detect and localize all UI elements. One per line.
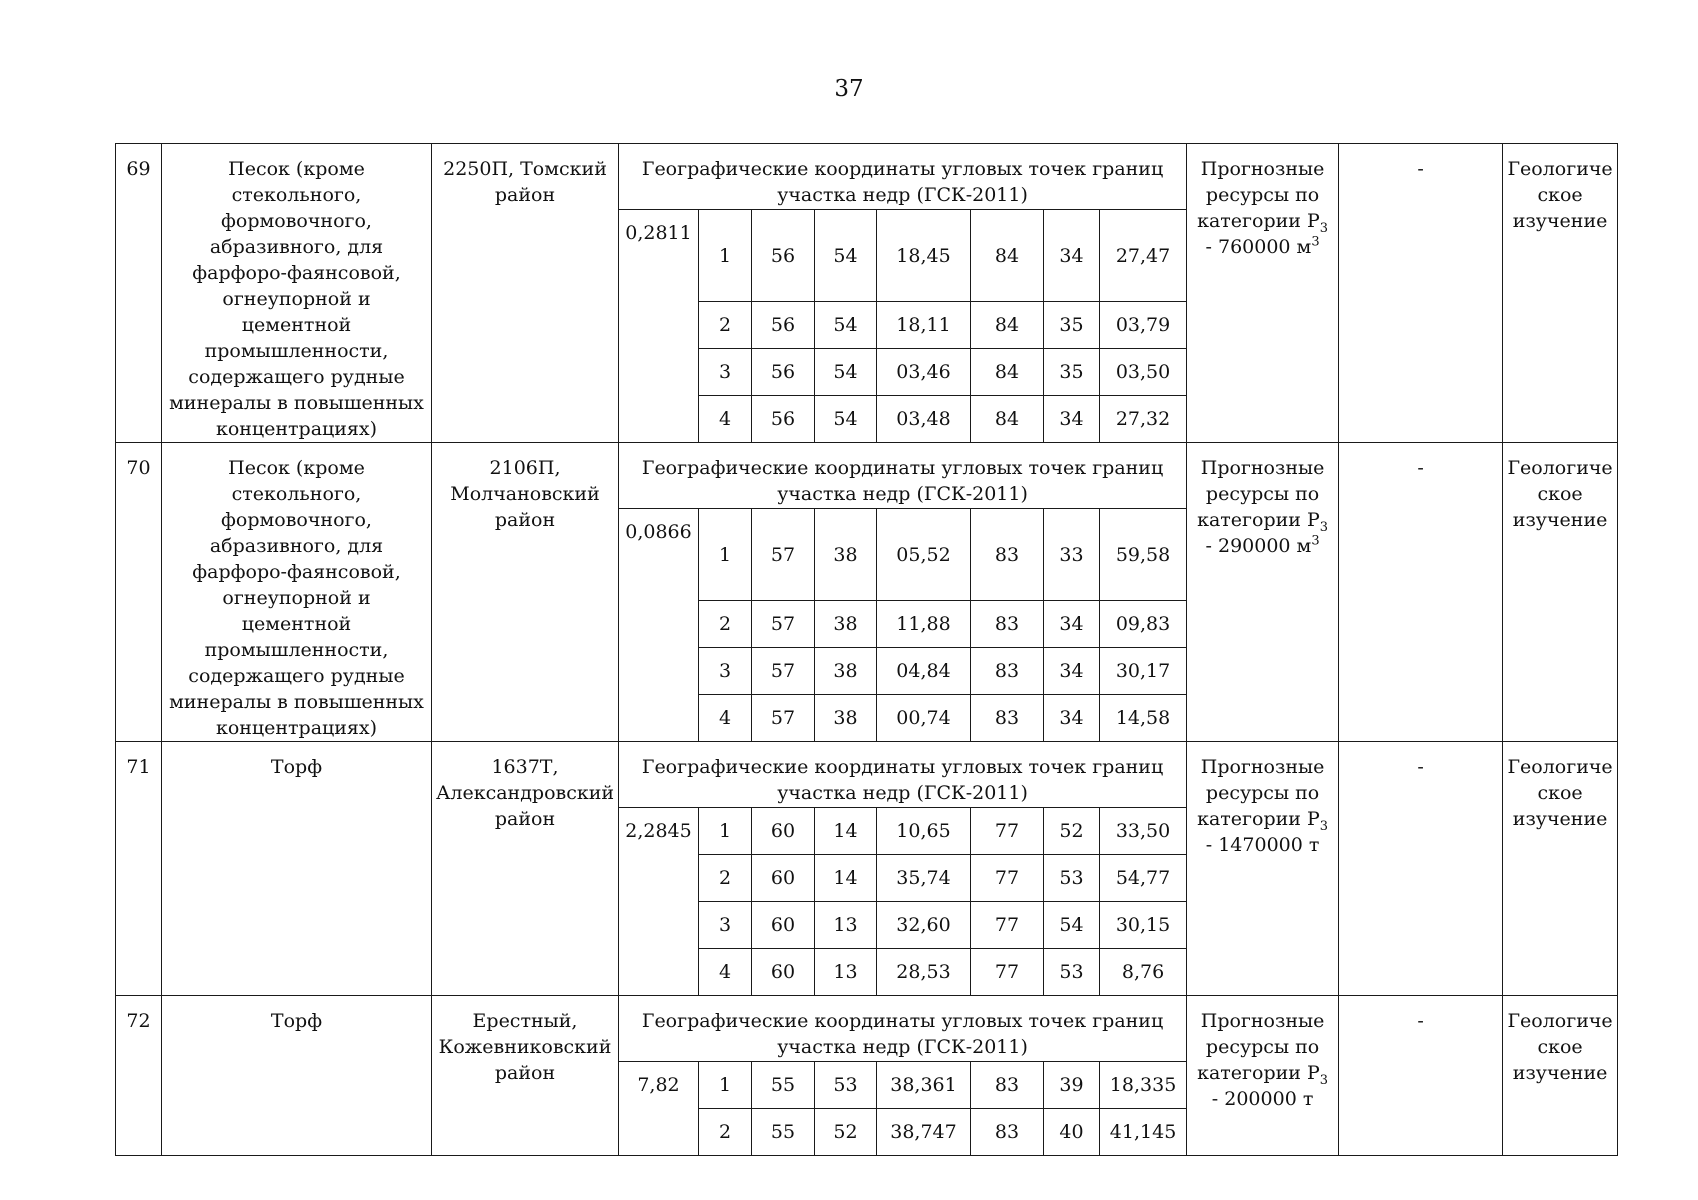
resources-text: Прогнозные ресурсы по категории Р [1197,756,1325,830]
lon-seconds: 03,50 [1100,349,1187,396]
row-number: 72 [116,996,162,1156]
lon-minutes: 34 [1044,695,1100,742]
lat-degrees: 60 [752,808,815,855]
resources-text: Прогнозные ресурсы по категории Р [1197,1010,1325,1084]
usage-purpose: Геологиче ское изучение [1503,996,1618,1156]
site-name: 2250П, Томский район [432,144,619,443]
lon-degrees: 84 [971,349,1044,396]
lon-seconds: 41,145 [1100,1109,1187,1156]
coordinates-header: Географические координаты угловых точек границ участка недр (ГСК-2011) [619,144,1187,210]
usage-purpose: Геологиче ское изучение [1503,742,1618,996]
lon-minutes: 33 [1044,509,1100,601]
lon-seconds: 27,47 [1100,210,1187,302]
resources-unit-power: 3 [1311,234,1320,250]
forecast-resources [1187,443,1339,742]
lon-degrees: 83 [971,509,1044,601]
lon-minutes: 34 [1044,210,1100,302]
site-area: 0,2811 [619,210,699,443]
lat-seconds: 11,88 [877,601,971,648]
lat-seconds: 28,53 [877,949,971,996]
lon-seconds: 18,335 [1100,1062,1187,1109]
lat-seconds: 35,74 [877,855,971,902]
usage-purpose: Геологиче ское изучение [1503,144,1618,443]
lon-degrees: 84 [971,396,1044,443]
lon-degrees: 77 [971,949,1044,996]
lon-minutes: 39 [1044,1062,1100,1109]
point-number: 4 [699,695,752,742]
lon-minutes: 35 [1044,302,1100,349]
lat-minutes: 54 [815,349,877,396]
table-row [116,443,1618,509]
site-area: 2,2845 [619,808,699,996]
lon-seconds: 27,32 [1100,396,1187,443]
lat-degrees: 55 [752,1062,815,1109]
lat-seconds: 38,361 [877,1062,971,1109]
site-area: 0,0866 [619,509,699,742]
lat-degrees: 57 [752,648,815,695]
license-info: - [1339,742,1503,996]
lon-degrees: 83 [971,1062,1044,1109]
resources-unit-power: 3 [1311,533,1320,549]
row-number: 69 [116,144,162,443]
table-body [116,144,1618,1156]
point-number: 2 [699,302,752,349]
lon-minutes: 34 [1044,601,1100,648]
lon-degrees: 83 [971,695,1044,742]
lon-minutes: 53 [1044,855,1100,902]
lat-seconds: 04,84 [877,648,971,695]
lat-degrees: 56 [752,302,815,349]
point-number: 1 [699,509,752,601]
site-name: Ерестный, Кожевниковский район [432,996,619,1156]
lat-seconds: 18,45 [877,210,971,302]
lon-degrees: 77 [971,808,1044,855]
point-number: 1 [699,210,752,302]
point-number: 2 [699,1109,752,1156]
lat-minutes: 52 [815,1109,877,1156]
resources-category-index: 3 [1319,1072,1329,1088]
lon-seconds: 54,77 [1100,855,1187,902]
resources-value: - 290000 м [1205,535,1312,557]
lon-seconds: 30,15 [1100,902,1187,949]
site-area: 7,82 [619,1062,699,1156]
lon-degrees: 77 [971,855,1044,902]
row-number: 71 [116,742,162,996]
mineral-type: Торф [162,996,432,1156]
mineral-type: Песок (кроме стекольного, формовочного, абразивного, для фарфоро-фаянсовой, огнеупорной и цементной промышленности, содержащего рудные минералы в повышенных концентрациях) [162,443,432,742]
license-info: - [1339,443,1503,742]
lat-minutes: 13 [815,902,877,949]
lon-degrees: 83 [971,1109,1044,1156]
lat-seconds: 18,11 [877,302,971,349]
lat-minutes: 54 [815,302,877,349]
resources-value: - 760000 м [1205,236,1312,258]
resources-value: - 200000 т [1211,1088,1314,1110]
coordinates-header: Географические координаты угловых точек границ участка недр (ГСК-2011) [619,443,1187,509]
resources-value: - 1470000 т [1205,834,1320,856]
lat-degrees: 60 [752,855,815,902]
point-number: 2 [699,855,752,902]
point-number: 3 [699,902,752,949]
lat-degrees: 57 [752,695,815,742]
lat-degrees: 55 [752,1109,815,1156]
lat-minutes: 14 [815,808,877,855]
table-row [116,742,1618,808]
resources-category-index: 3 [1319,220,1329,236]
coordinates-header: Географические координаты угловых точек границ участка недр (ГСК-2011) [619,996,1187,1062]
lon-degrees: 77 [971,902,1044,949]
lat-minutes: 38 [815,601,877,648]
resources-text: Прогнозные ресурсы по категории Р [1197,158,1325,232]
point-number: 1 [699,808,752,855]
lat-minutes: 38 [815,509,877,601]
row-number: 70 [116,443,162,742]
lon-degrees: 84 [971,302,1044,349]
lat-degrees: 60 [752,949,815,996]
license-info: - [1339,144,1503,443]
lon-minutes: 35 [1044,349,1100,396]
lat-minutes: 14 [815,855,877,902]
resources-category-index: 3 [1319,519,1329,535]
lat-minutes: 13 [815,949,877,996]
point-number: 3 [699,648,752,695]
lon-seconds: 33,50 [1100,808,1187,855]
resources-text: Прогнозные ресурсы по категории Р [1197,457,1325,531]
point-number: 2 [699,601,752,648]
lat-minutes: 38 [815,695,877,742]
forecast-resources [1187,996,1339,1156]
point-number: 1 [699,1062,752,1109]
point-number: 4 [699,396,752,443]
lat-seconds: 32,60 [877,902,971,949]
license-info: - [1339,996,1503,1156]
lat-degrees: 56 [752,396,815,443]
lat-minutes: 53 [815,1062,877,1109]
lat-degrees: 57 [752,509,815,601]
lon-seconds: 8,76 [1100,949,1187,996]
lat-seconds: 38,747 [877,1109,971,1156]
lat-seconds: 00,74 [877,695,971,742]
lon-degrees: 84 [971,210,1044,302]
lat-minutes: 38 [815,648,877,695]
lat-seconds: 05,52 [877,509,971,601]
lon-minutes: 54 [1044,902,1100,949]
lat-seconds: 03,48 [877,396,971,443]
lat-degrees: 60 [752,902,815,949]
mineral-type: Песок (кроме стекольного, формовочного, абразивного, для фарфоро-фаянсовой, огнеупорной и цементной промышленности, содержащего рудные минералы в повышенных концентрациях) [162,144,432,443]
lon-minutes: 34 [1044,396,1100,443]
lat-seconds: 10,65 [877,808,971,855]
mineral-type: Торф [162,742,432,996]
lat-minutes: 54 [815,396,877,443]
site-name: 1637Т, Александровский район [432,742,619,996]
lon-seconds: 03,79 [1100,302,1187,349]
subsoil-sites-table [115,143,1618,1156]
lon-minutes: 40 [1044,1109,1100,1156]
lat-seconds: 03,46 [877,349,971,396]
resources-category-index: 3 [1319,818,1329,834]
lon-seconds: 14,58 [1100,695,1187,742]
lat-degrees: 56 [752,349,815,396]
forecast-resources [1187,742,1339,996]
table-row [116,996,1618,1062]
table-row [116,144,1618,210]
lat-minutes: 54 [815,210,877,302]
lon-minutes: 53 [1044,949,1100,996]
lat-degrees: 56 [752,210,815,302]
usage-purpose: Геологиче ское изучение [1503,443,1618,742]
lon-degrees: 83 [971,601,1044,648]
page-number: 37 [834,76,864,102]
forecast-resources [1187,144,1339,443]
lon-degrees: 83 [971,648,1044,695]
lon-minutes: 34 [1044,648,1100,695]
site-name: 2106П, Молчановский район [432,443,619,742]
point-number: 4 [699,949,752,996]
lat-degrees: 57 [752,601,815,648]
coordinates-header: Географические координаты угловых точек границ участка недр (ГСК-2011) [619,742,1187,808]
lon-seconds: 09,83 [1100,601,1187,648]
lon-seconds: 30,17 [1100,648,1187,695]
lon-minutes: 52 [1044,808,1100,855]
point-number: 3 [699,349,752,396]
lon-seconds: 59,58 [1100,509,1187,601]
